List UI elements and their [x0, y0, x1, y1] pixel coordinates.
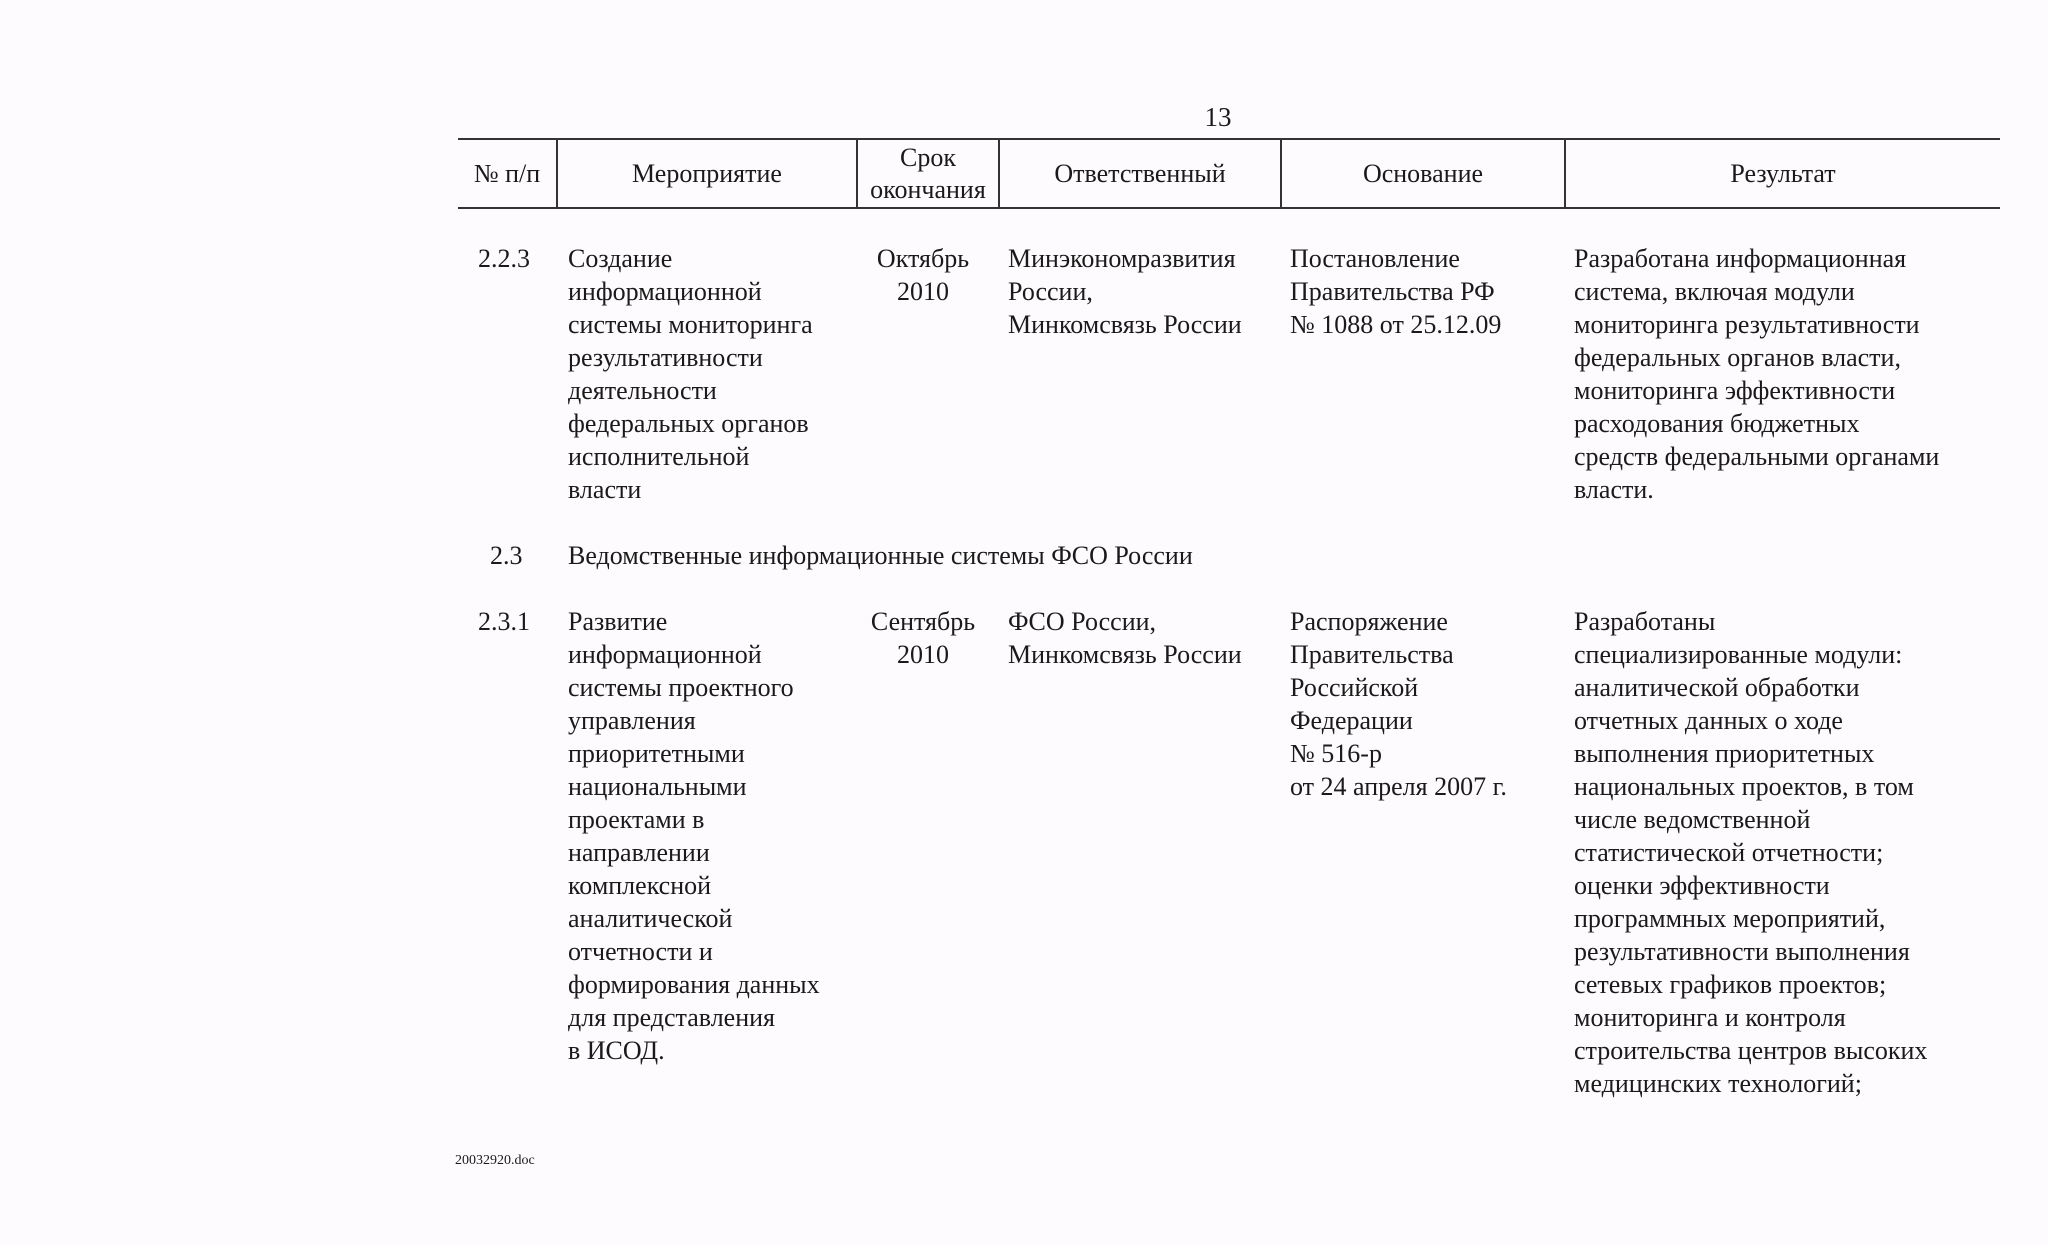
footer-filename: 20032920.doc [455, 1153, 535, 1168]
table-row [458, 242, 2000, 512]
row-responsible: ФСО России, Минкомсвязь России [1008, 607, 1242, 669]
row-event: Развитие информационной системы проектного управления приоритетными национальными проектами в направлении комплексной аналитической отчетности и формирования данных для представления в ИСОД. [568, 607, 820, 1065]
row-event: Создание информационной системы мониторинга результативности деятельности федеральных органов исполнительной власти [568, 244, 813, 504]
table-header [458, 138, 2000, 209]
header-result: Результат [1730, 158, 1836, 188]
header-num: № п/п [473, 158, 541, 188]
row-num: 2.3.1 [478, 607, 530, 636]
table-row [458, 605, 2000, 1105]
row-deadline: Октябрь 2010 [876, 244, 970, 306]
page-number: 13 [1204, 102, 1232, 132]
row-deadline: Сентябрь 2010 [870, 607, 976, 669]
section-row [458, 539, 2000, 573]
section-num: 2.3 [490, 541, 523, 570]
activities-table [458, 138, 2000, 1098]
row-basis: Постановление Правительства РФ № 1088 от 25.12.09 [1290, 244, 1502, 339]
header-deadline: Срок окончания [870, 142, 986, 204]
row-result: Разработана информационная система, включая модули мониторинга результативности федеральных органов власти, мониторинга эффективности расходования бюджетных средств федеральными органами власти. [1574, 244, 1940, 504]
row-basis: Распоряжение Правительства Российской Федерации № 516-р от 24 апреля 2007 г. [1290, 607, 1507, 801]
row-result: Разработаны специализированные модули: аналитической обработки отчетных данных о ходе выполнения приоритетных национальных проектов, в том числе ведомственной статистической отчетности; оценки эффективности программных мероприятий, результативности выполнения сетевых графиков проектов; мониторинга и контроля строительства центров высоких медицинских технологий; [1574, 607, 1928, 1098]
header-event: Мероприятие [632, 158, 782, 188]
header-basis: Основание [1362, 158, 1484, 188]
header-responsible: Ответственный [1054, 158, 1226, 188]
section-title: Ведомственные информационные системы ФСО России [568, 541, 1193, 570]
row-num: 2.2.3 [478, 244, 530, 273]
row-responsible: Минэкономразвития России, Минкомсвязь России [1008, 244, 1242, 339]
